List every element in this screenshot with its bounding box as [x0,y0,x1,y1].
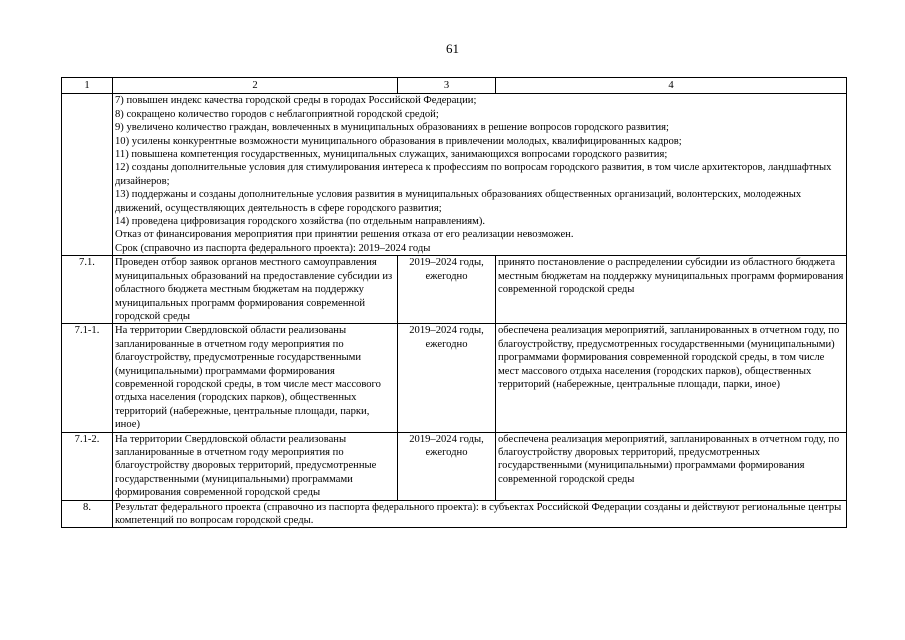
table-row [62,256,847,324]
table-row-final [62,500,847,528]
row-description: На территории Свердловской области реализованы запланированные в отчетном году мероприятия по благоустройству дворовых территорий, предусмотренные государственными (муниципальными) программами формирования современной городской среды [113,432,398,500]
row-number: 7.1-1. [62,324,113,432]
row-term: 2019–2024 годы, ежегодно [398,324,496,432]
intro-num-cell [62,94,113,256]
intro-line: 8) сокращено количество городов с неблагоприятной городской средой; [115,108,439,120]
row-result: принято постановление о распределении субсидии из областного бюджета местным бюджетам на поддержку муниципальных программ формирования современной городской среды [496,256,847,324]
header-cell-3: 3 [398,78,496,94]
row-result: обеспечена реализация мероприятий, запланированных в отчетном году, по благоустройству дворовых территорий, предусмотренных государственными (муниципальными) программами формирования современной городской среды [496,432,847,500]
table-header-row [62,78,847,94]
activities-table [61,77,847,528]
row-number: 7.1. [62,256,113,324]
table-row-intro [62,94,847,256]
row-term: 2019–2024 годы, ежегодно [398,256,496,324]
intro-line: 14) проведена цифровизация городского хозяйства (по отдельным направлениям). [115,216,485,228]
row-number: 7.1-2. [62,432,113,500]
row-description: На территории Свердловской области реализованы запланированные в отчетном году мероприятия по благоустройству, предусмотренные государственными (муниципальными) программами формирования современной городской среды, в том числе мест массового отдыха населения (городских парков), общественных территорий (набережные, центральные площади, парки, иное) [113,324,398,432]
intro-line: Отказ от финансирования мероприятия при принятии решения отказа от его реализации невозможен. [115,229,574,241]
row-description: Проведен отбор заявок органов местного самоуправления муниципальных образований на предоставление субсидии из областного бюджета местным бюджетам на поддержку муниципальных программ формирования современной городской среды [113,256,398,324]
intro-line: 7) повышен индекс качества городской среды в городах Российской Федерации; [115,95,477,107]
intro-line: 10) усилены конкурентные возможности муниципального образования в привлечении молодых, квалифицированных кадров; [115,135,682,147]
intro-line: 11) повышена компетенция государственных, муниципальных служащих, занимающихся вопросами городского развития; [115,149,668,161]
page-number: 61 [446,41,459,56]
table-row [62,324,847,432]
intro-text-cell [113,94,847,256]
intro-line: 13) поддержаны и созданы дополнительные условия развития в муниципальных образованиях общественных организаций, волонтерских, молодежных движений, осуществляющих деятельность в сфере городского развития; [115,189,802,214]
header-cell-2: 2 [113,78,398,94]
final-row-text: Результат федерального проекта (справочно из паспорта федерального проекта): в субъектах Российской Федерации созданы и действуют региональные центры компетенций по вопросам городской среды. [113,500,847,528]
intro-line: 9) увеличено количество граждан, вовлеченных в муниципальных образованиях в решение вопросов городского развития; [115,122,669,134]
header-cell-1: 1 [62,78,113,94]
final-row-number: 8. [62,500,113,528]
table-row [62,432,847,500]
row-result: обеспечена реализация мероприятий, запланированных в отчетном году, по благоустройству, предусмотренных государственными (муниципальными) программами формирования современной городской среды, в том числе мест массового отдыха населения (городских парков), общественных территорий (набережные, центральные площади, парки, иное) [496,324,847,432]
intro-line: Срок (справочно из паспорта федерального проекта): 2019–2024 годы [115,242,431,254]
row-term: 2019–2024 годы, ежегодно [398,432,496,500]
intro-line: 12) созданы дополнительные условия для стимулирования интереса к профессиям по вопросам городского развития, в том числе архитекторов, ландшафтных дизайнеров; [115,162,832,187]
header-cell-4: 4 [496,78,847,94]
